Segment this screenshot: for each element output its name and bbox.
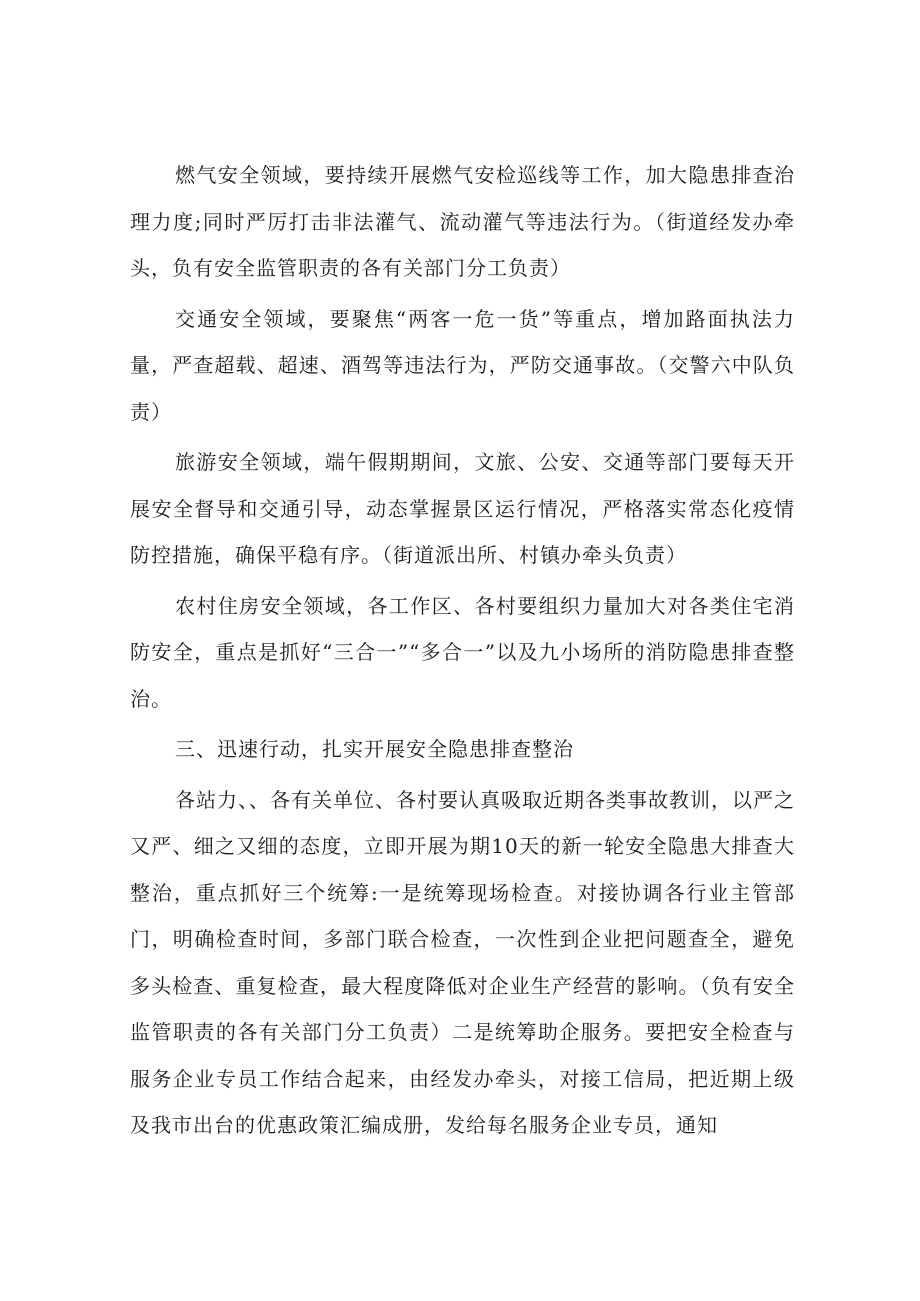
document-body (130, 152, 795, 1153)
paragraph-gas-safety: 燃气安全领域，要持续开展燃气安检巡线等工作，加大隐患排查治理力度;同时严厉打击非法灌气、流动灌气等违法行为。（街道经发办牵头，负有安全监管职责的各有关部门分工负责） (130, 163, 795, 280)
section-heading-three: 三、迅速行动，扎实开展安全隐患排查整治 (175, 737, 574, 761)
paragraph-traffic-safety: 交通安全领域，要聚焦“两客一危一货”等重点，增加路面执法力量，严查超载、超速、酒驾等违法行为，严防交通事故。（交警六中队负责） (130, 306, 795, 424)
paragraph-tourism-safety: 旅游安全领域，端午假期期间，文旅、公安、交通等部门要每天开展安全督导和交通引导，动态掌握景区运行情况，严格落实常态化疫情防控措施，确保平稳有序。（街道派出所、村镇办牵头负责） (130, 450, 795, 567)
paragraph-hazard-inspection: 各站力、、各有关单位、各村要认真吸取近期各类事故教训，以严之又严、细之又细的态度，立即开展为期10天的新一轮安全隐患大排查大整治，重点抓好三个统筹:一是统筹现场检查。对接协调各行业主管部门，明确检查时间，多部门联合检查，一次性到企业把问题查全，避免多头检查、重复检查，最大程度降低对企业生产经营的影响。（负有安全监管职责的各有关部门分工负责）二是统筹助企服务。要把安全检查与服务企业专员工作结合起来，由经发办牵头，对接工信局，把近期上级及我市出台的优惠政策汇编成册，发给每名服务企业专员，通知 (130, 787, 795, 1137)
paragraph-rural-housing-safety: 农村住房安全领域，各工作区、各村要组织力量加大对各类住宅消防安全，重点是抓好“三合一”“多合一”以及九小场所的消防隐患排查整治。 (130, 593, 795, 711)
